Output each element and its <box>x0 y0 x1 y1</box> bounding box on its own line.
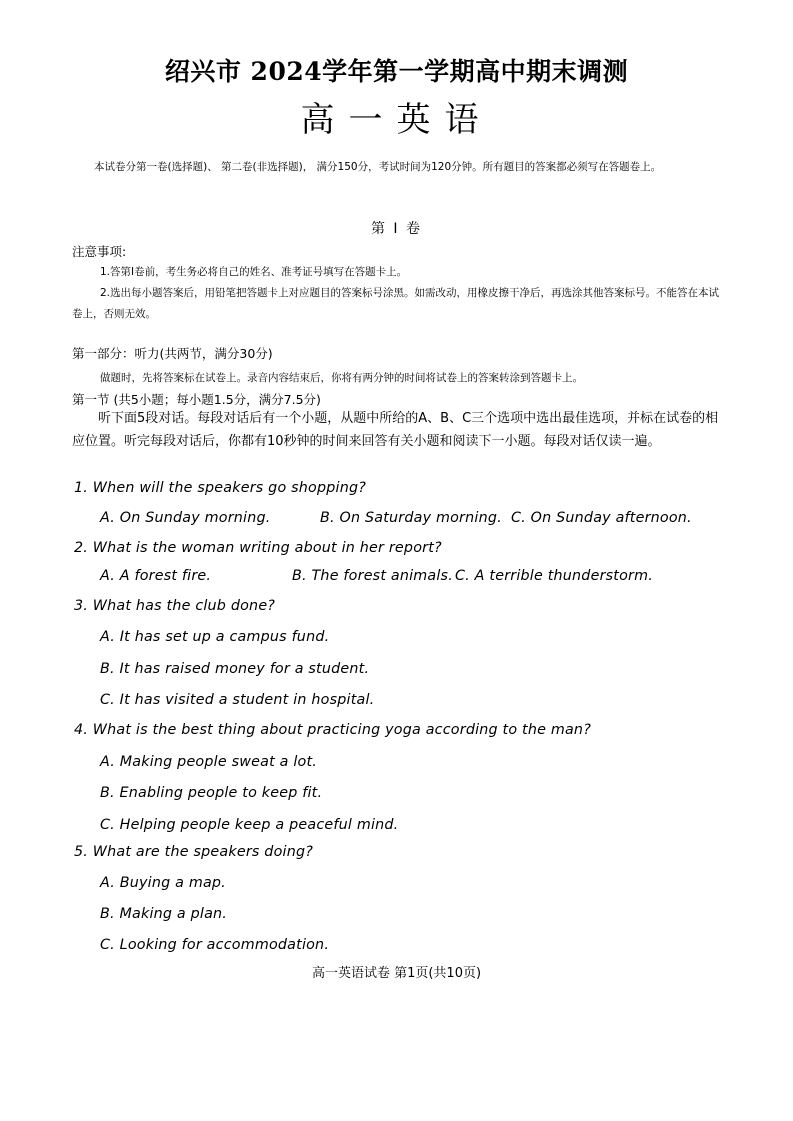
question-1-stem: 1. When will the speakers go shopping? <box>74 480 367 496</box>
question-1-option-b: B. On Saturday morning. <box>320 510 502 526</box>
question-3-option-c: C. It has visited a student in hospital. <box>100 692 375 708</box>
section1-instructions: 听下面5段对话。每段对话后有一个小题，从题中所给的A、B、C三个选项中选出最佳选项，并标在试卷的相应位置。听完每段对话后，你都有10秒钟的时间来回答有关小题和阅读下一小题。每段对话仅读一遍。 <box>72 411 719 449</box>
question-2-option-a: A. A forest fire. <box>100 568 212 584</box>
page-footer: 高一英语试卷 第1页(共10页) <box>311 966 482 981</box>
question-4-option-c: C. Helping people keep a peaceful mind. <box>100 817 399 833</box>
question-1-option-a: A. On Sunday morning. <box>100 510 271 526</box>
question-5-stem: 5. What are the speakers doing? <box>74 844 314 860</box>
exam-intro: 本试卷分第一卷(选择题)、 第二卷(非选择题)， 满分150分，考试时间为120分钟。所有题目的答案都必须写在答题卷上。 <box>94 161 662 173</box>
volume-label: 第 Ⅰ 卷 <box>370 221 423 237</box>
part1-note: 做题时，先将答案标在试卷上。录音内容结束后，你将有两分钟的时间将试卷上的答案转涂到答题卡上。 <box>100 372 583 384</box>
section1-title: 第一节 (共5小题；每小题1.5分，满分7.5分) <box>72 392 321 407</box>
question-3-stem: 3. What has the club done? <box>74 598 276 614</box>
question-1-option-c: C. On Sunday afternoon. <box>511 510 692 526</box>
notice-item-2: 2.选出每小题答案后，用铅笔把答题卡上对应题目的答案标号涂黑。如需改动，用橡皮擦干净后，再选涂其他答案标号。不能答在本试卷上，否则无效。 <box>72 287 720 320</box>
question-2-option-b: B. The forest animals. <box>292 568 453 584</box>
question-4-stem: 4. What is the best thing about practicing yoga according to the man? <box>74 722 591 738</box>
question-3-option-a: A. It has set up a campus fund. <box>100 629 330 645</box>
question-5-option-b: B. Making a plan. <box>100 906 228 922</box>
part1-title: 第一部分：听力(共两节，满分30分) <box>72 346 273 361</box>
question-4-option-b: B. Enabling people to keep fit. <box>100 785 323 801</box>
question-2-option-c: C. A terrible thunderstorm. <box>455 568 654 584</box>
question-5-option-c: C. Looking for accommodation. <box>100 937 330 953</box>
question-4-option-a: A. Making people sweat a lot. <box>100 754 317 770</box>
subject-title: 高一英语 <box>300 100 493 140</box>
notice-item-1: 1.答第Ⅰ卷前，考生务必将自己的姓名、准考证号填写在答题卡上。 <box>100 266 408 278</box>
exam-title: 绍兴市 2024学年第一学期高中期末调测 <box>164 57 629 86</box>
notice-title: 注意事项: <box>72 244 127 259</box>
question-5-option-a: A. Buying a map. <box>100 875 226 891</box>
question-3-option-b: B. It has raised money for a student. <box>100 661 370 677</box>
question-2-stem: 2. What is the woman writing about in her report? <box>74 540 442 556</box>
